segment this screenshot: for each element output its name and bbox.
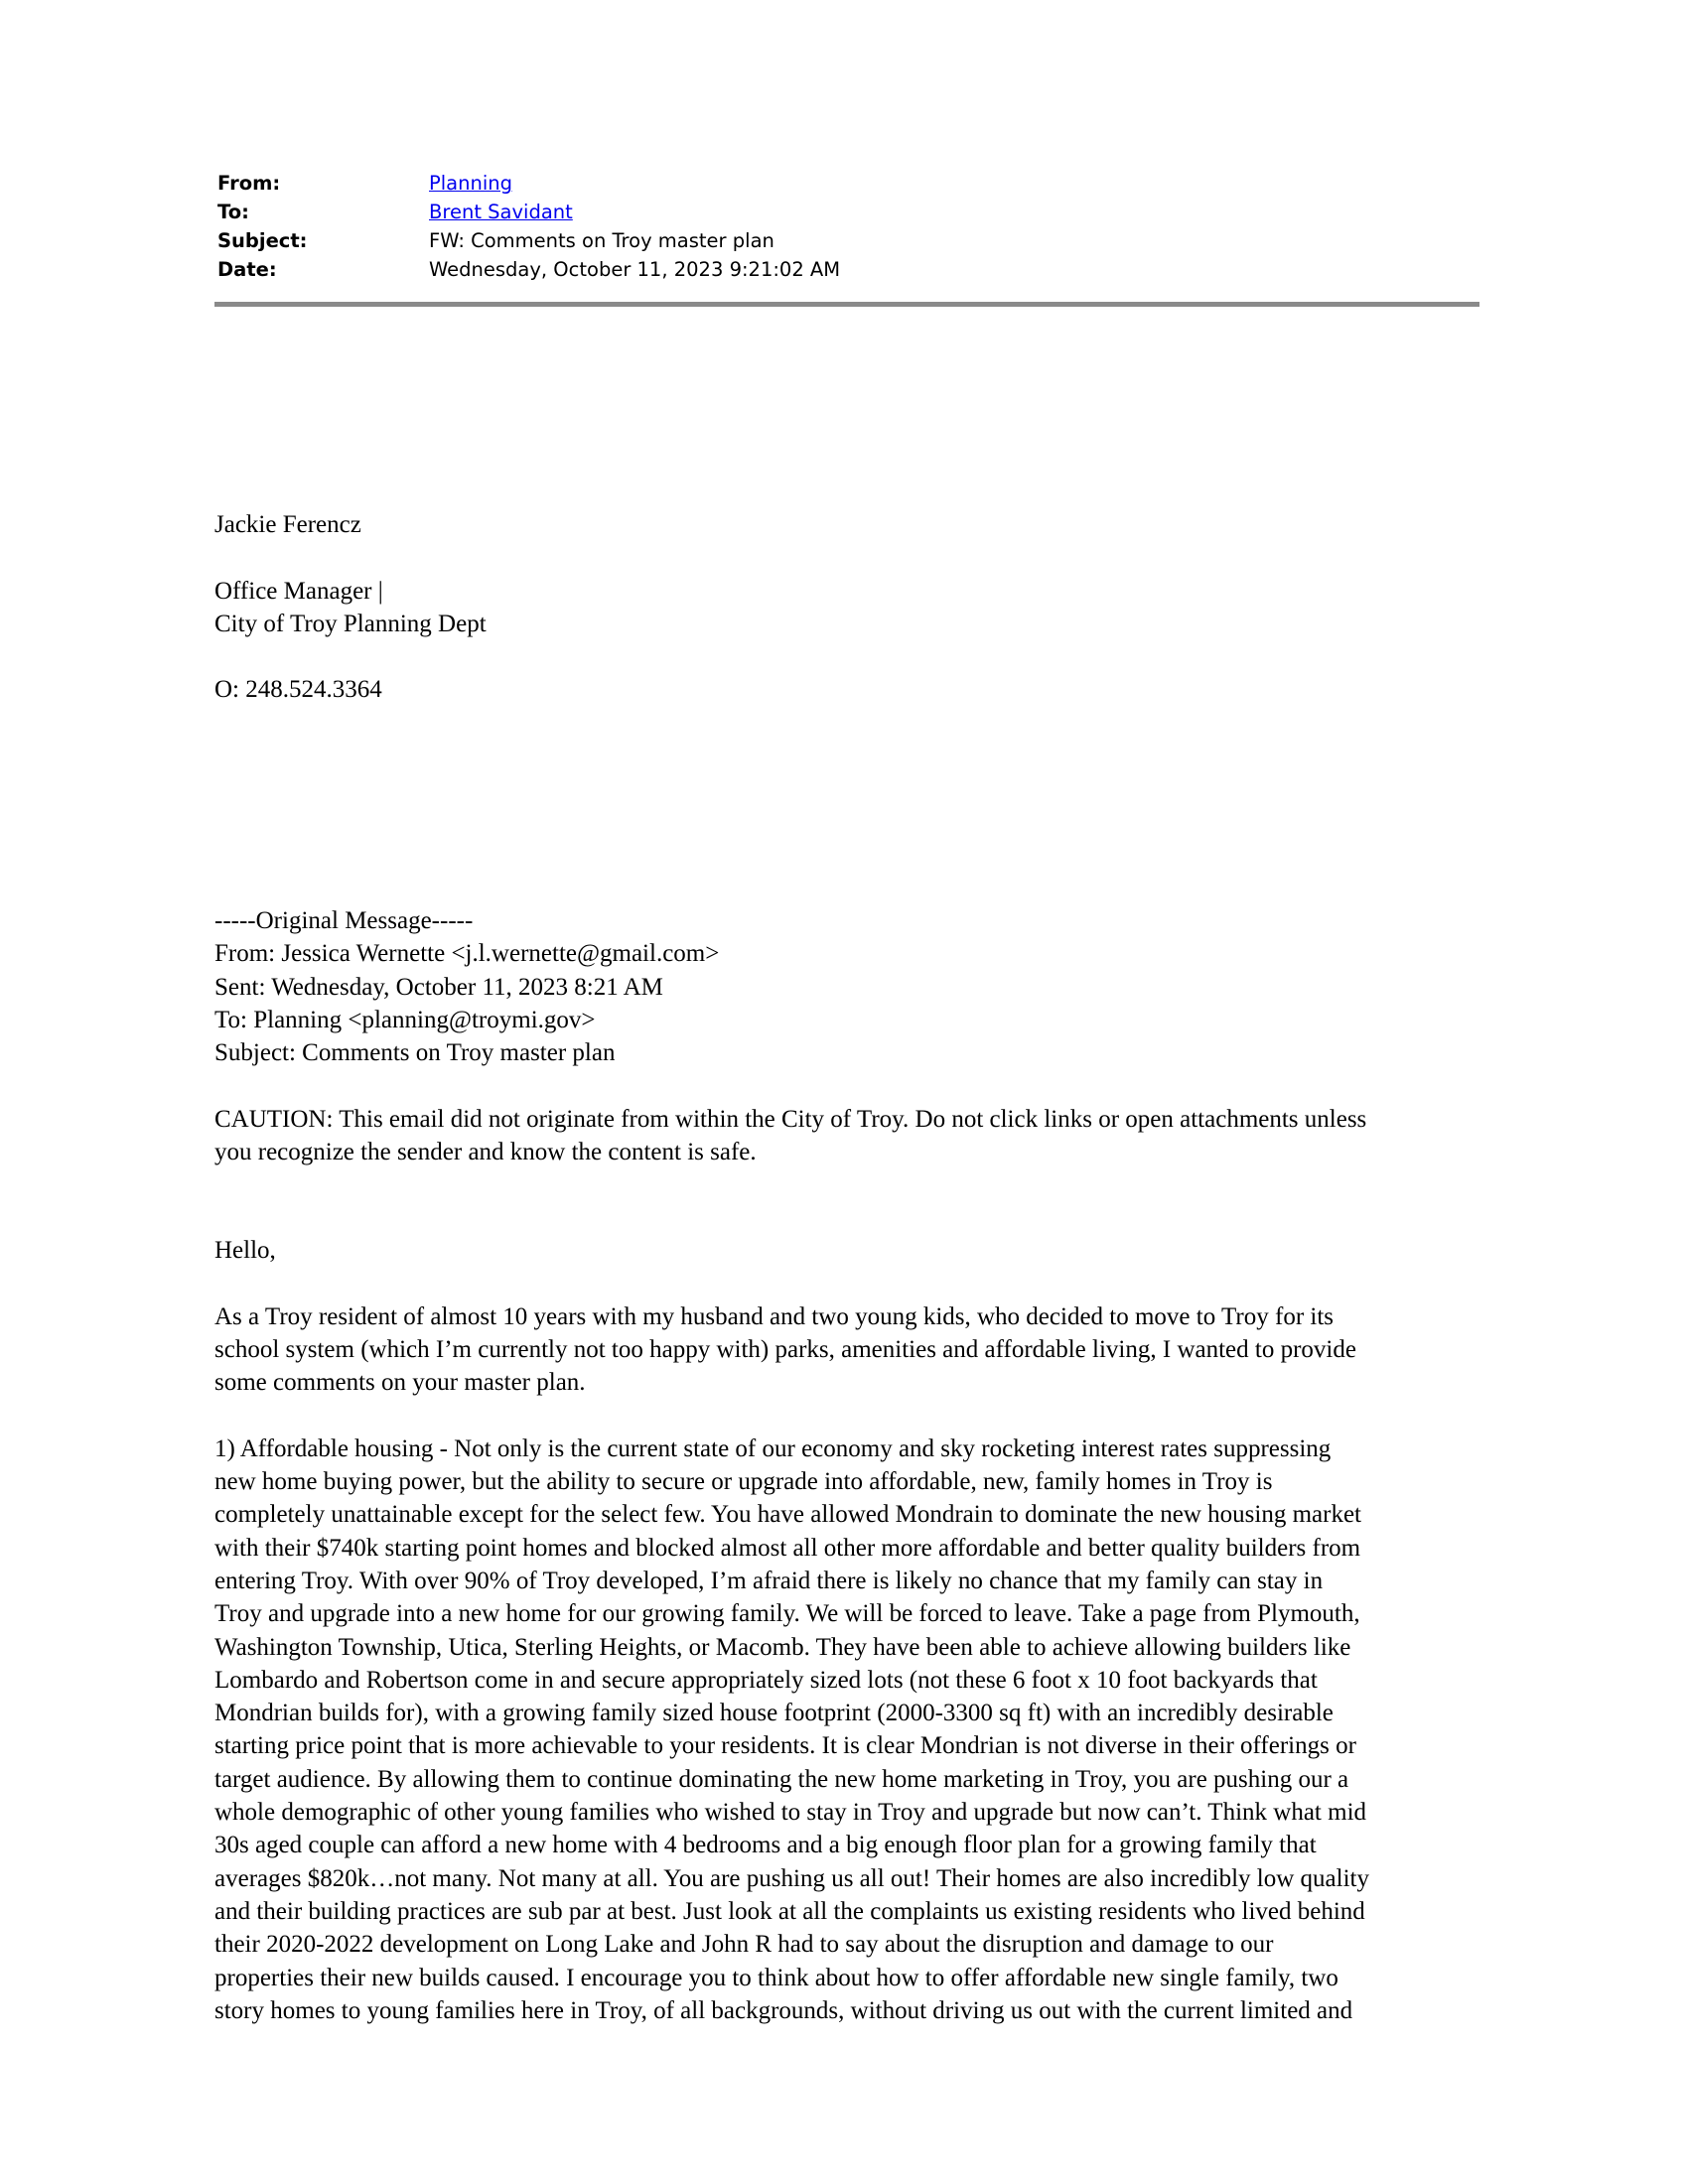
subject-row — [217, 226, 1478, 255]
point1-line: Troy and upgrade into a new home for our growing family. We will be forced to leave. Take a page from Plymouth, — [214, 1600, 1360, 1628]
point1-line: completely unattainable except for the select few. You have allowed Mondrain to dominate the new housing market — [214, 1501, 1361, 1529]
spacer — [214, 1267, 1505, 1299]
point1-line: entering Troy. With over 90% of Troy developed, I’m afraid there is likely no chance that my family can stay in — [214, 1567, 1324, 1594]
point1-line: Lombardo and Robertson come in and secure appropriately sized lots (not these 6 foot x 10 foot backyards that — [214, 1666, 1318, 1694]
date-row — [217, 255, 1478, 284]
subject-label: Subject: — [217, 229, 308, 252]
point1-line: new home buying power, but the ability to secure or upgrade into affordable, new, family homes in Troy is — [214, 1468, 1273, 1496]
spacer — [214, 1069, 1505, 1102]
from-row — [217, 169, 1478, 198]
subject-value: FW: Comments on Troy master plan — [429, 229, 774, 252]
spacer — [214, 640, 1505, 673]
to-row — [217, 198, 1478, 226]
point1-line: Washington Township, Utica, Sterling Heights, or Macomb. They have been able to achieve allowing builders like — [214, 1633, 1351, 1661]
intro-line: As a Troy resident of almost 10 years with my husband and two young kids, who decided to move to Troy for its — [214, 1302, 1335, 1330]
original-subject: Subject: Comments on Troy master plan — [214, 1039, 616, 1067]
point1-line: and their building practices are sub par at best. Just look at all the complaints us existing residents who lived behind — [214, 1897, 1365, 1925]
original-sent: Sent: Wednesday, October 11, 2023 8:21 AM — [214, 973, 663, 1001]
greeting-block — [214, 1234, 1505, 2027]
original-to: To: Planning <planning@troymi.gov> — [214, 1006, 596, 1033]
point1-line: story homes to young families here in Troy, of all backgrounds, without driving us out with the current limited and — [214, 1996, 1353, 2024]
spacer — [214, 541, 1505, 574]
to-link[interactable]: Brent Savidant — [429, 201, 573, 223]
point1-line: 30s aged couple can afford a new home with 4 bedrooms and a big enough floor plan for a growing family that — [214, 1832, 1317, 1859]
signature-phone: O: 248.524.3364 — [214, 676, 382, 704]
to-value — [429, 198, 1478, 226]
original-from: From: Jessica Wernette <j.l.wernette@gmail.com> — [214, 940, 720, 968]
signature-department: City of Troy Planning Dept — [214, 610, 487, 637]
greeting: Hello, — [214, 1237, 276, 1264]
from-label: From: — [217, 172, 281, 195]
point1-line: starting price point that is more achievable to your residents. It is clear Mondrian is not diverse in their offerings or — [214, 1732, 1356, 1760]
from-link[interactable]: Planning — [429, 172, 512, 195]
original-message-block — [214, 904, 1505, 1168]
caution-line-2: you recognize the sender and know the content is safe. — [214, 1139, 757, 1166]
email-header — [217, 169, 1478, 284]
spacer — [214, 1399, 1505, 1432]
signature-name: Jackie Ferencz — [214, 511, 361, 538]
original-message-marker: -----Original Message----- — [214, 907, 474, 934]
point1-line: 1) Affordable housing - Not only is the current state of our economy and sky rocketing interest rates suppressing — [214, 1434, 1332, 1462]
header-divider — [214, 302, 1479, 307]
point1-line: with their $740k starting point homes and blocked almost all other more affordable and better quality builders from — [214, 1534, 1361, 1562]
point1-line: Mondrian builds for), with a growing family sized house footprint (2000-3300 sq ft) with an incredibly desirable — [214, 1700, 1334, 1727]
from-value — [429, 169, 1478, 198]
point1-line: whole demographic of other young families who wished to stay in Troy and upgrade but now can’t. Think what mid — [214, 1799, 1367, 1827]
point1-line: their 2020-2022 development on Long Lake and John R had to say about the disruption and damage to our — [214, 1931, 1274, 1959]
signature-block — [214, 508, 1505, 707]
point1-line: averages $820k…not many. Not many at all. You are pushing us all out! Their homes are also incredibly low quality — [214, 1864, 1369, 1892]
signature-title: Office Manager | — [214, 577, 383, 605]
date-value: Wednesday, October 11, 2023 9:21:02 AM — [429, 258, 841, 281]
point1-line: properties their new builds caused. I encourage you to think about how to offer affordable new single family, two — [214, 1964, 1338, 1991]
intro-line: some comments on your master plan. — [214, 1369, 586, 1397]
intro-line: school system (which I’m currently not too happy with) parks, amenities and affordable living, I wanted to provide — [214, 1335, 1356, 1363]
caution-line-1: CAUTION: This email did not originate from within the City of Troy. Do not click links or open attachments unless — [214, 1105, 1367, 1133]
to-label: To: — [217, 201, 249, 223]
point1-line: target audience. By allowing them to continue dominating the new home marketing in Troy, you are pushing our a — [214, 1765, 1349, 1793]
date-label: Date: — [217, 258, 277, 281]
